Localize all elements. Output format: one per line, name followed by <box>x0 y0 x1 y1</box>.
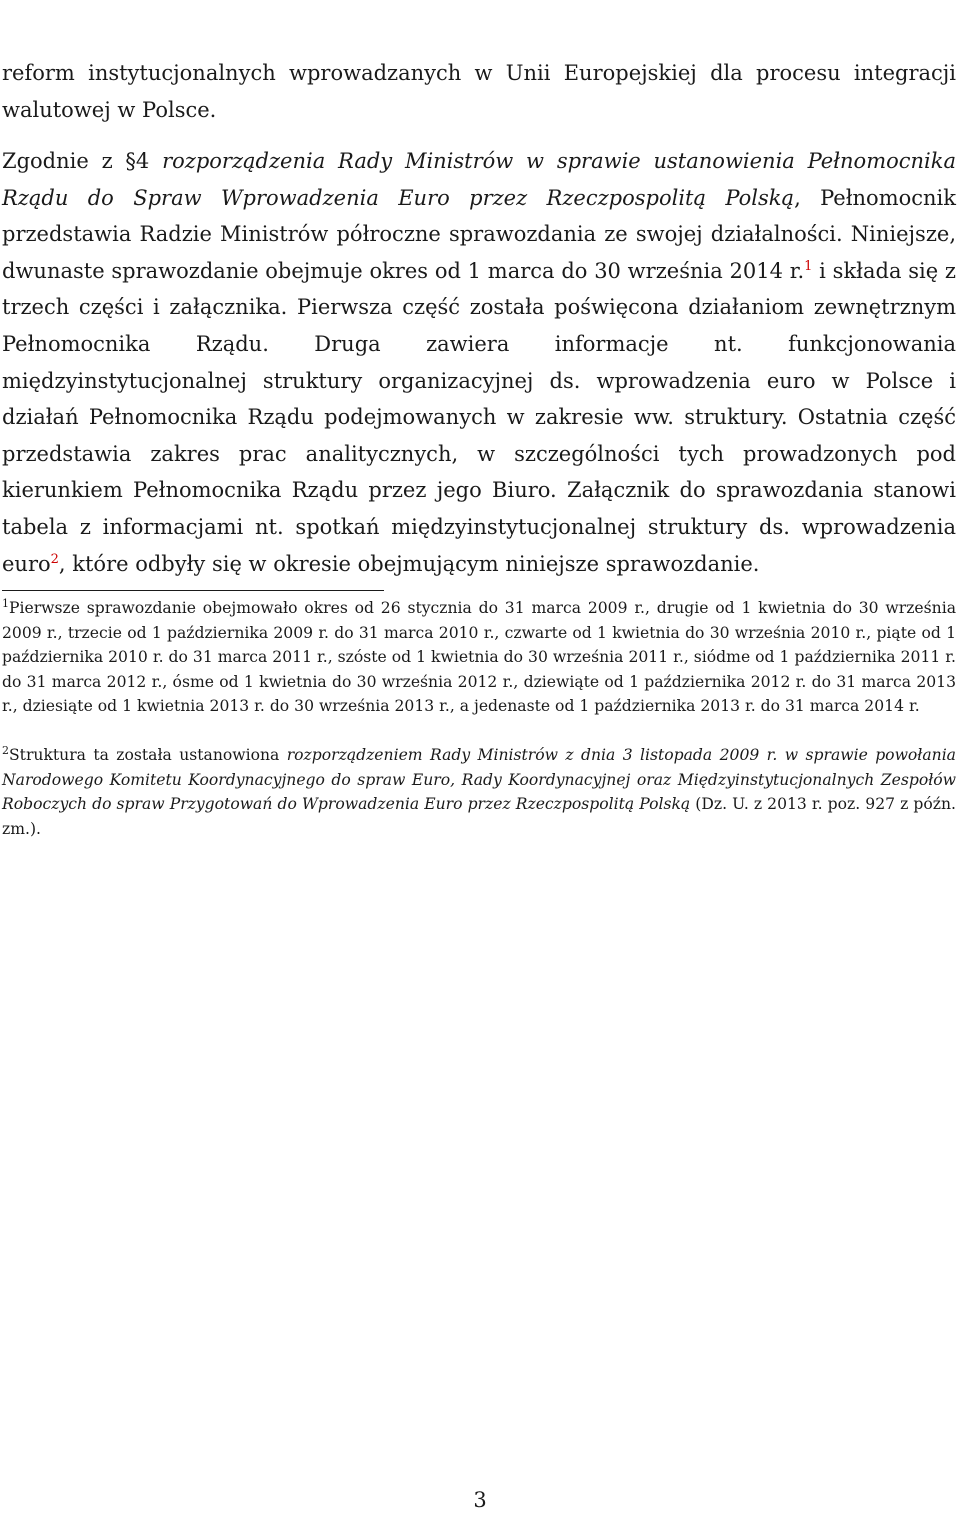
paragraph-main-part-b: i składa się z trzech części i załącznika. Pierwsza część została poświęcona działaniom zewnętrznym Pełnomocnika Rządu. Druga zawiera informacje nt. funkcjonowania międzyinstytucjonalnej struktury organizacyjnej ds. wprowadzenia euro w Polsce i działań Pełnomocnika Rządu podejmowanych w zakresie ww. struktury. Ostatnia część przedstawia zakres prac analitycznych, w szczególności tych prowadzonych pod kierunkiem Pełnomocnika Rządu przez jego Biuro. Załącznik do sprawozdania stanowi tabela z informacjami nt. spotkań międzyinstytucjonalnej struktury ds. wprowadzenia euro <box>2 258 956 576</box>
footnote-separator <box>2 590 384 591</box>
page-number: 3 <box>473 1488 487 1512</box>
regulation-title: rozporządzenia Rady Ministrów w sprawie ustanowienia Pełnomocnika Rządu do Spraw Wprowadzenia Euro przez Rzeczpospolitą Polską <box>2 149 957 210</box>
footnote-1 <box>2 596 956 719</box>
paragraph-intro-text: reform instytucjonalnych wprowadzanych w Unii Europejskiej dla procesu integracji walutowej w Polsce. <box>2 61 956 122</box>
footnote-1-mark: 1 <box>2 596 9 610</box>
footnote-2 <box>2 743 956 841</box>
footnote-2-regulation-title: rozporządzeniem Rady Ministrów z dnia 3 listopada 2009 r. w sprawie powołania Narodowego Komitetu Koordynacyjnego do spraw Euro, Rady Koordynacyjnej oraz Międzyinstytucjonalnych Zespołów Roboczych do spraw Przygotowań do Wprowadzenia Euro przez Rzeczpospolitą Polską <box>2 746 956 813</box>
paragraph-main <box>2 143 956 582</box>
footnote-1-text: Pierwsze sprawozdanie obejmowało okres od 26 stycznia do 31 marca 2009 r., drugie od 1 kwietnia do 30 września 2009 r., trzecie od 1 października 2009 r. do 31 marca 2010 r., czwarte od 1 kwietnia do 30 września 2010 r., piąte od 1 października 2010 r. do 31 marca 2011 r., szóste od 1 kwietnia do 30 września 2011 r., siódme od 1 października 2011 r. do 31 marca 2012 r., ósme od 1 kwietnia do 30 września 2012 r., dziewiąte od 1 października 2012 r. do 31 marca 2013 r., dziesiąte od 1 kwietnia 2013 r. do 30 września 2013 r., a jedenaste od 1 października 2013 r. do 31 marca 2014 r. <box>2 599 956 715</box>
footnote-2-tail: (Dz. U. z 2013 r. poz. 927 z późn. zm.). <box>2 795 957 838</box>
paragraph-main-lead: Zgodnie z §4 <box>2 149 163 173</box>
footnote-ref-1[interactable]: 1 <box>804 258 813 274</box>
footnote-2-mark: 2 <box>2 743 9 757</box>
footnote-2-lead: Struktura ta została ustanowiona <box>9 746 287 764</box>
paragraph-intro <box>2 55 956 128</box>
paragraph-main-part-c: , które odbyły się w okresie obejmującym niniejsze sprawozdanie. <box>58 551 760 576</box>
footnote-ref-2[interactable]: 2 <box>50 551 59 567</box>
paragraph-main-part-a: , Pełnomocnik przedstawia Radzie Ministrów półroczne sprawozdania ze swojej działalności. Niniejsze, dwunaste sprawozdanie obejmuje okres od 1 marca do 30 września 2014 r. <box>2 185 956 283</box>
